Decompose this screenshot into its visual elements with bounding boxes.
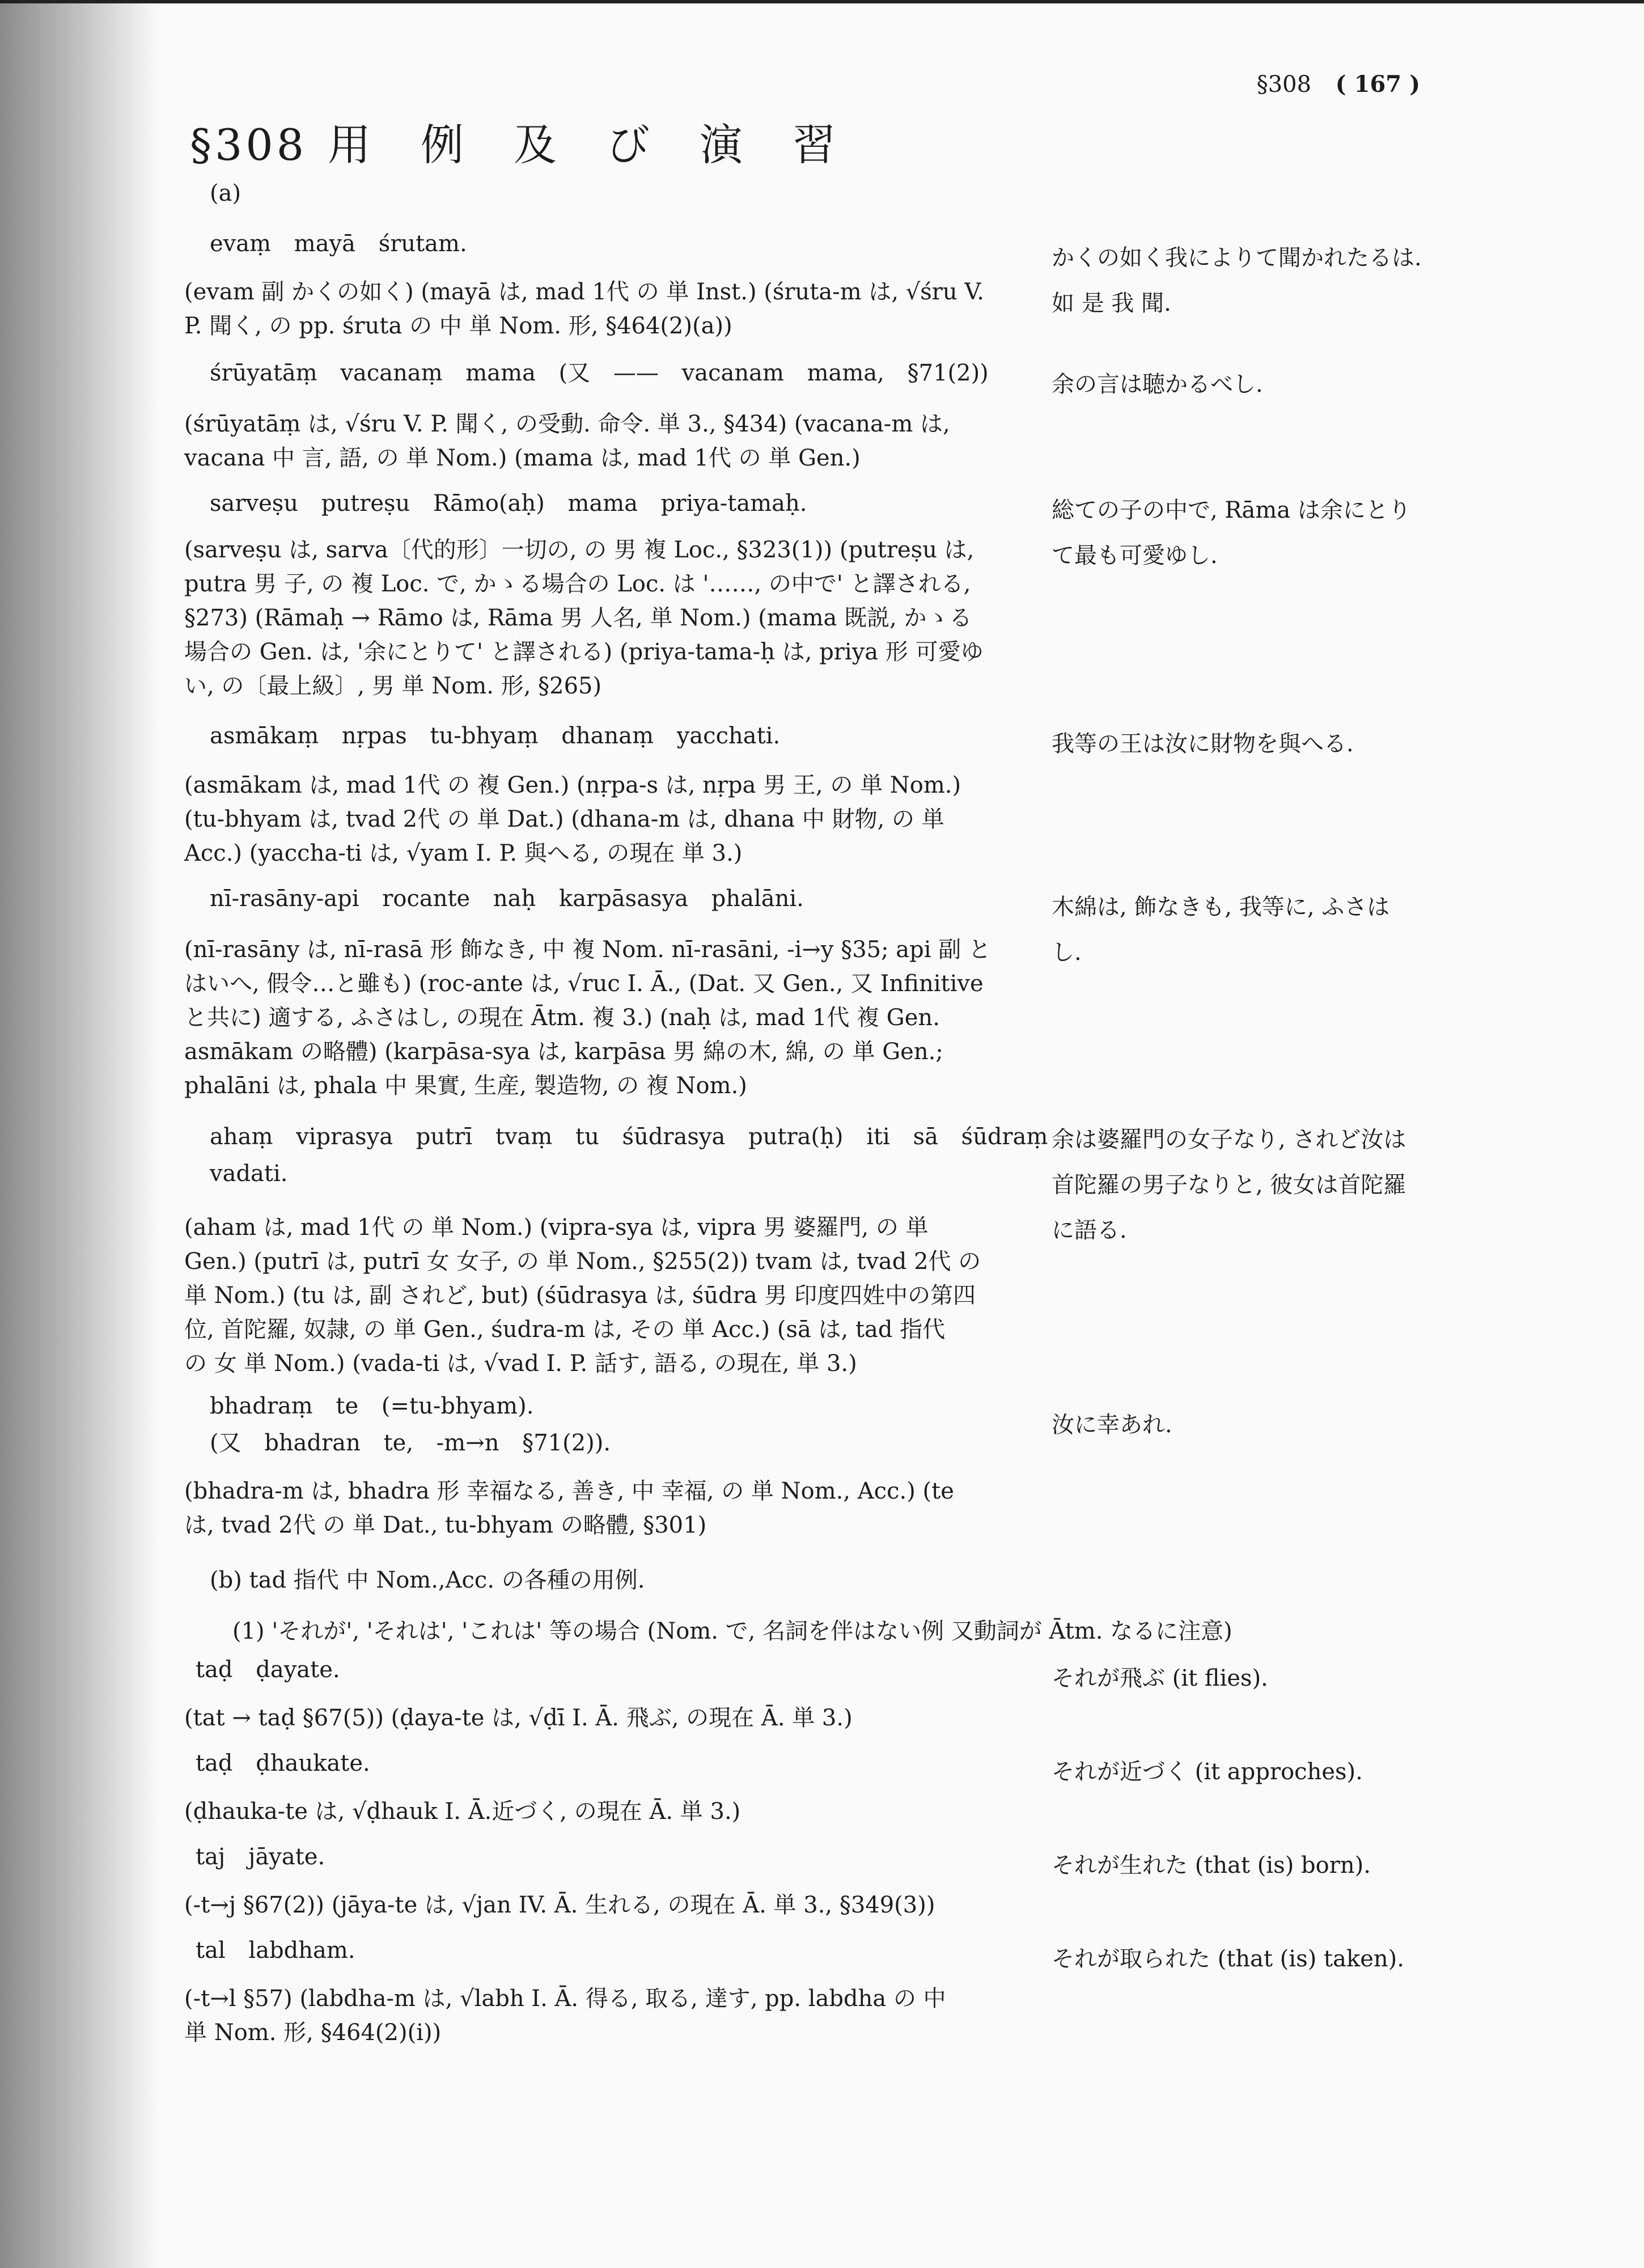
translation-line: かくの如く我によりて聞かれたるは. (1052, 245, 1422, 271)
translation-line: 汝に幸あれ. (1052, 1412, 1172, 1438)
note-line: vacana 中 言, 語, の 単 Nom.) (mama は, mad 1代 の 単 Gen.) (184, 445, 861, 471)
note-line: (asmākam は, mad 1代 の 複 Gen.) (nṛpa-s は, nṛpa 男 王, の 単 Nom.) (184, 772, 961, 798)
translation-line: 首陀羅の男子なりと, 彼女は首陀羅 (1052, 1172, 1406, 1198)
sanskrit-line: evaṃ mayā śrutam. (210, 231, 467, 257)
note-line: 単 Nom. 形, §464(2)(i)) (184, 2020, 442, 2046)
sanskrit-line: taḍ ḍhaukate. (196, 1750, 370, 1776)
translation-line: 余の言は聴かるべし. (1052, 371, 1263, 397)
note-line: P. 聞く, の pp. śruta の 中 単 Nom. 形, §464(2)(a)) (184, 313, 732, 339)
part-b-heading: (b) tad 指代 中 Nom.,Acc. の各種の用例. (210, 1567, 645, 1593)
note-line: Acc.) (yaccha-ti は, √yam I. P. 與へる, の現在 単 3.) (184, 840, 743, 866)
part-a-label: (a) (210, 180, 241, 206)
note-line: は, tvad 2代 の 単 Dat., tu-bhyam の略體, §301) (184, 1512, 707, 1538)
running-head-section: §308 (1256, 71, 1312, 98)
note-line: phalāni は, phala 中 果實, 生産, 製造物, の 複 Nom.) (184, 1073, 747, 1099)
note-line: (tu-bhyam は, tvad 2代 の 単 Dat.) (dhana-m は, dhana 中 財物, の 単 (184, 806, 944, 832)
note-line: (ḍhauka-te は, √ḍhauk I. Ā.近づく, の現在 Ā. 単 3.) (184, 1799, 741, 1825)
translation-line: し. (1052, 940, 1082, 966)
note-line: (śrūyatāṃ は, √śru V. P. 聞く, の受動. 命令. 単 3., §434) (vacana-m は, (184, 411, 950, 437)
top-rule (0, 0, 1644, 3)
note-line: (evam 副 かくの如く) (mayā は, mad 1代 の 単 Inst.) (śruta-m は, √śru V. (184, 279, 985, 305)
translation-line: に語る. (1052, 1217, 1127, 1243)
note-line: (-t→j §67(2)) (jāya-te は, √jan IV. Ā. 生れる, の現在 Ā. 単 3., §349(3)) (184, 1892, 935, 1918)
translation-line: それが飛ぶ (it flies). (1052, 1665, 1268, 1691)
running-head: §308 ( 167 ) (1256, 71, 1420, 98)
note-line: 単 Nom.) (tu は, 副 されど, but) (śūdrasya は, śūdra 男 印度四姓中の第四 (184, 1283, 976, 1309)
sanskrit-line: tal labdham. (196, 1937, 355, 1964)
translation-line: 総ての子の中で, Rāma は余にとり (1052, 497, 1411, 523)
page-number: 167 (1354, 71, 1402, 98)
translation-line: それが近づく (it approches). (1052, 1759, 1363, 1785)
note-line: 位, 首陀羅, 奴隷, の 単 Gen., śudra-m は, その 単 Acc.) (sā は, tad 指代 (184, 1317, 946, 1343)
translation-line: 如 是 我 聞. (1052, 290, 1171, 316)
translation-line: 我等の王は汝に財物を與へる. (1052, 731, 1354, 757)
sanskrit-line: nī-rasāny-api rocante naḥ karpāsasya phalāni. (210, 886, 804, 912)
sanskrit-line: śrūyatāṃ vacanaṃ mama (又 —— vacanam mama, §71(2)) (210, 360, 989, 386)
sanskrit-line: taj jāyate. (196, 1844, 325, 1870)
sanskrit-line: ahaṃ viprasya putrī tvaṃ tu śūdrasya putra(ḥ) iti sā śūdraṃ (210, 1124, 1048, 1150)
note-line: はいへ, 假令…と雖も) (roc-ante は, √ruc I. Ā., (Dat. 又 Gen., 又 Infinitive (184, 971, 984, 997)
note-line: putra 男 子, の 複 Loc. で, かゝる場合の Loc. は '……, の中で' と譯される, (184, 571, 971, 597)
note-line: (sarveṣu は, sarva〔代的形〕一切の, の 男 複 Loc., §323(1)) (putreṣu は, (184, 537, 974, 563)
note-line: (-t→l §57) (labdha-m は, √labh I. Ā. 得る, 取る, 達す, pp. labdha の 中 (184, 1986, 946, 2012)
sanskrit-line: bhadraṃ te (=tu-bhyam). (210, 1393, 534, 1419)
note-line: Gen.) (putrī は, putrī 女 女子, の 単 Nom., §255(2)) tvam は, tvad 2代 の (184, 1249, 981, 1275)
sanskrit-line: taḍ ḍayate. (196, 1657, 340, 1683)
note-line: 場合の Gen. は, '余にとりて' と譯される) (priya-tama-ḥ は, priya 形 可愛ゆ (184, 639, 984, 665)
sanskrit-line: (又 bhadran te, -m→n §71(2)). (210, 1430, 611, 1456)
translation-line: それが取られた (that (is) taken). (1052, 1946, 1404, 1972)
note-line: の 女 単 Nom.) (vada-ti は, √vad I. P. 話す, 語る, の現在, 単 3.) (184, 1351, 857, 1377)
translation-line: 木綿は, 飾なきも, 我等に, ふさは (1052, 894, 1390, 920)
sanskrit-line: asmākaṃ nṛpas tu-bhyaṃ dhanaṃ yacchati. (210, 723, 781, 749)
translation-line: それが生れた (that (is) born). (1052, 1852, 1371, 1878)
page-gutter-shadow (0, 0, 159, 2268)
sanskrit-line: sarveṣu putreṣu Rāmo(aḥ) mama priya-tamaḥ. (210, 490, 807, 517)
note-line: (nī-rasāny は, nī-rasā 形 飾なき, 中 複 Nom. nī-rasāni, -i→y §35; api 副 と (184, 937, 991, 963)
page-title (190, 111, 885, 172)
note-line: (tat → taḍ §67(5)) (ḍaya-te は, √ḍī I. Ā. 飛ぶ, の現在 Ā. 単 3.) (184, 1705, 853, 1731)
note-line: asmākam の略體) (karpāsa-sya は, karpāsa 男 綿の木, 綿, の 単 Gen.; (184, 1039, 943, 1065)
sanskrit-line: vadati. (210, 1161, 288, 1187)
title-section: §308 (190, 120, 308, 170)
note-line: (aham は, mad 1代 の 単 Nom.) (vipra-sya は, vipra 男 婆羅門, の 単 (184, 1215, 929, 1241)
note-line: い, の〔最上級〕, 男 単 Nom. 形, §265) (184, 673, 602, 699)
note-line: (bhadra-m は, bhadra 形 幸福なる, 善き, 中 幸福, の 単 Nom., Acc.) (te (184, 1478, 954, 1504)
title-text: 用例及び演習 (328, 120, 886, 170)
note-line: §273) (Rāmaḥ → Rāmo は, Rāma 男 人名, 単 Nom.) (mama 既説, かゝる (184, 605, 972, 631)
translation-line: 余は婆羅門の女子なり, されど汝は (1052, 1127, 1406, 1153)
part-b-subheading: (1) 'それが', 'それは', 'これは' 等の場合 (Nom. で, 名詞を伴はない例 又動詞が Ātm. なるに注意) (232, 1618, 1232, 1644)
note-line: と共に) 適する, ふさはし, の現在 Ātm. 複 3.) (naḥ は, mad 1代 複 Gen. (184, 1005, 940, 1031)
translation-line: て最も可愛ゆし. (1052, 543, 1218, 569)
